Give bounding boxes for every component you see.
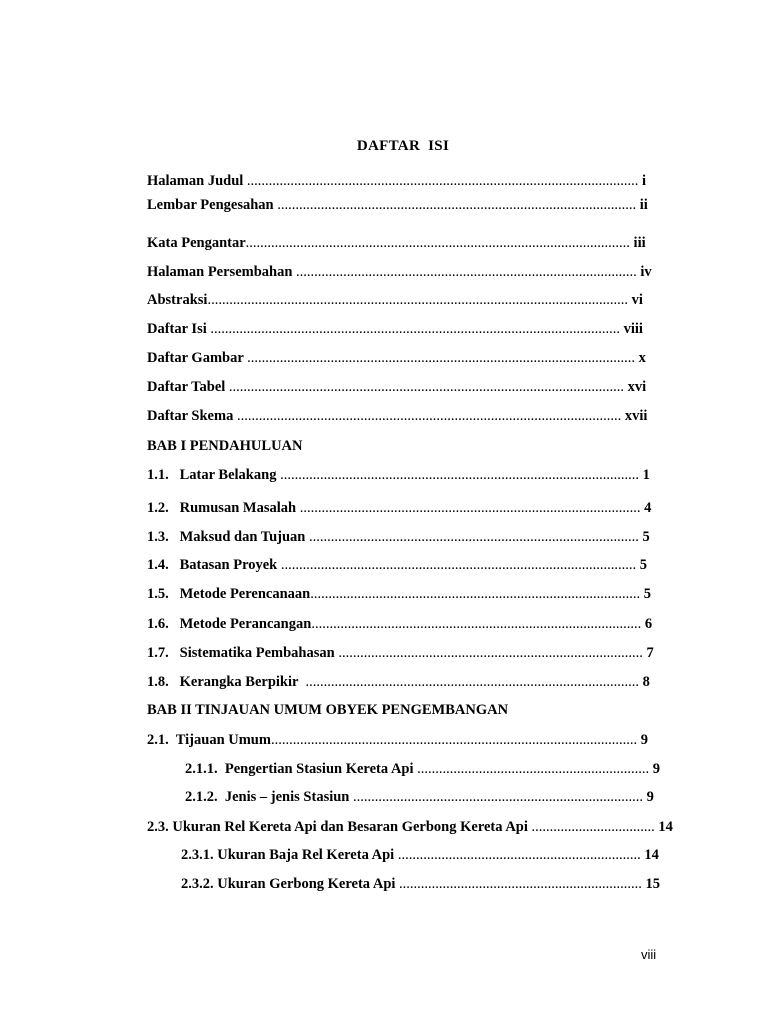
toc-entry-label: 1.4. Batasan Proyek [147,557,281,573]
toc-entry [147,528,687,546]
toc-entry-label: Kata Pengantar [147,235,246,251]
toc-entry [147,731,687,749]
toc-leader-dots: ........................................................................................... [310,586,641,602]
toc-entry [181,875,687,893]
toc-entry-label: 2.1. Tijauan Umum [147,732,271,748]
toc-entry [147,585,687,603]
toc-leader-dots: .......................................................................................................... [236,408,622,424]
toc-entry [147,172,687,190]
toc-entry [147,644,687,662]
toc-leader-dots: ................................................................ [417,761,650,777]
toc-entry-label: 1.6. Metode Perancangan [147,616,312,632]
toc-entry-page: 5 [640,586,651,602]
toc-entry-label: Daftar Skema [147,408,237,424]
toc-entry-page: 5 [636,557,647,573]
toc-leader-dots: ........................................................................................................... [247,350,636,366]
toc-entry-page: 9 [643,789,654,805]
toc-entry-label: 2.3. Ukuran Rel Kereta Api dan Besaran Gerbong Kereta Api [147,819,532,835]
toc-leader-dots: ................................................................... [399,876,642,892]
toc-entry [147,615,687,633]
toc-leader-dots: .................................................................................................................... [207,292,628,308]
toc-leader-dots: .............................................................................................. [296,264,637,280]
toc-entry [147,818,687,836]
toc-leader-dots: ..................................................................................................... [270,732,638,748]
toc-leader-dots: ................................................................................ [353,789,643,805]
toc-entry-page: iv [636,264,652,280]
toc-entry-page: 7 [642,645,654,661]
toc-entry-label: Halaman Persembahan [147,264,297,280]
toc-entry-label: Daftar Gambar [147,350,248,366]
toc-leader-dots: ........................................................................................... [309,529,639,545]
toc-entry-label: Daftar Tabel [147,379,229,395]
toc-entry-page: iii [629,235,646,251]
toc-leader-dots: ............................................................................................................. [228,379,625,395]
toc-leader-dots: ................................................................................................... [277,197,637,213]
toc-entry-page: vi [627,292,643,308]
toc-entry-label: 2.1.2. Jenis – jenis Stasiun [185,789,353,805]
toc-entry-page: ii [636,197,648,213]
toc-entry-label: Halaman Judul [147,173,247,189]
toc-entry-page: xvii [621,408,648,424]
toc-leader-dots: ............................................................................................ [305,674,639,690]
toc-entry-page: 14 [640,847,659,863]
toc-entry-label: 2.3.1. Ukuran Baja Rel Kereta Api [181,847,398,863]
toc-entry-label: 2.3.2. Ukuran Gerbong Kereta Api [181,876,400,892]
toc-entry-page: x [635,350,646,366]
toc-leader-dots: ................................................................................................... [280,467,639,483]
toc-heading: BAB I PENDAHULUAN [147,438,303,454]
toc-entry [147,407,687,425]
toc-entry-page: 15 [641,876,661,892]
toc-entry-page: xvi [624,379,647,395]
toc-leader-dots: .............................................................................................. [299,500,641,516]
toc-entry [147,466,687,484]
toc-entry-label: 1.2. Rumusan Masalah [147,500,300,516]
toc-entry [147,196,687,214]
toc-entry [147,263,687,281]
toc-entry [147,673,687,691]
toc-entry [147,320,687,338]
toc-leader-dots: ................................................................................................................. [210,321,620,337]
toc-entry [147,234,687,252]
toc-entry-page: 9 [649,761,661,777]
toc-entry-label: 1.8. Kerangka Berpikir [147,674,306,690]
toc-entry-page: 6 [641,616,653,632]
toc-entry-page: i [638,173,647,189]
toc-leader-dots: ............................................................................................................ [246,173,639,189]
toc-leader-dots: .................................................................................... [338,645,643,661]
toc-entry-label: 1.7. Sistematika Pembahasan [147,645,339,661]
toc-entry-page: 8 [638,674,650,690]
toc-entry-page: 9 [637,732,648,748]
toc-heading: BAB II TINJAUAN UMUM OBYEK PENGEMBANGAN [147,702,509,718]
toc-entry [185,788,687,806]
toc-entry [147,349,687,367]
toc-leader-dots: ........................................................................................... [311,616,642,632]
toc-entry-page: 1 [638,467,650,483]
toc-entry-label: 2.1.1. Pengertian Stasiun Kereta Api [185,761,418,777]
page-title: DAFTAR ISI [356,138,450,154]
toc-entry-page: viii [620,321,643,337]
toc-entry [147,291,687,309]
toc-entry-label: Lembar Pengesahan [147,197,278,213]
toc-leader-dots: .................................................................................................. [280,557,637,573]
toc-entry-label: Abstraksi [147,292,208,308]
toc-entry [147,499,687,517]
toc-entry-label: 1.1. Latar Belakang [147,467,281,483]
toc-entry [185,760,687,778]
toc-entry-label: 1.3. Maksud dan Tujuan [147,529,309,545]
toc-entry-page: 5 [638,529,650,545]
toc-leader-dots: ................................................................... [397,847,641,863]
toc-leader-dots: .................................. [531,819,655,835]
toc-entry-page: 14 [654,819,673,835]
toc-entry-page: 4 [640,500,652,516]
toc-entry-label: 1.5. Metode Perencanaan [147,586,311,602]
toc-entry-label: Daftar Isi [147,321,211,337]
toc-leader-dots: .......................................................................................................... [245,235,630,251]
toc-entry [147,378,687,396]
toc-entry [181,846,687,864]
toc-entry [147,556,687,574]
footer-page-number: viii [641,947,657,962]
